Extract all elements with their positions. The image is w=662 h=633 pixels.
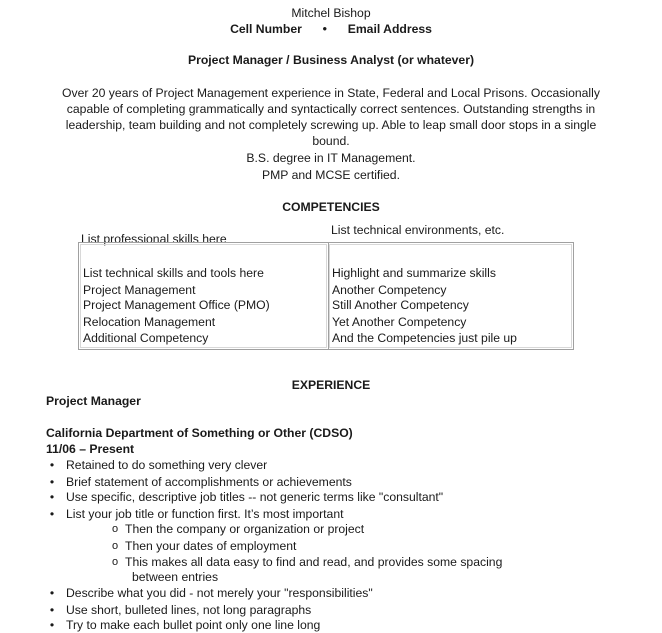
right-item: And the Competencies just pile up [332,331,517,345]
summary-line-2: capable of completing grammatically and syntactically correct sentences. Outstanding strengths in [66,102,596,116]
resume-name: Mitchel Bishop [291,6,371,20]
left-item: List technical skills and tools here [83,266,264,280]
contact-line [0,21,662,37]
competencies-left-cell [80,244,327,348]
left-item: Additional Competency [83,331,209,345]
bullet-icon: • [49,507,55,521]
right-item: Highlight and summarize skills [332,266,496,280]
right-caption: List technical environments, etc. [331,223,505,237]
bullet-icon: • [49,586,55,600]
sub-bullet-icon: o [111,556,119,568]
company-name: California Department of Something or Other (CDSO) [46,426,353,440]
bullet-icon: • [49,475,55,489]
resume-title: Project Manager / Business Analyst (or whatever) [187,53,475,67]
degree-line: B.S. degree in IT Management. [246,151,416,165]
right-item: Yet Another Competency [332,315,467,329]
bullet-icon: • [49,490,55,504]
email-address: Email Address [347,22,432,36]
left-item: Project Management [83,283,196,297]
sub-bullet-icon: o [111,540,119,552]
competencies-heading: COMPETENCIES [282,200,380,214]
summary-line-1: Over 20 years of Project Management experience in State, Federal and Local Prisons. Occasionally [62,86,600,100]
bullet-icon: • [49,458,55,472]
summary-line-4: bound. [312,134,350,148]
experience-heading: EXPERIENCE [291,378,371,392]
competencies-right-cell [329,244,572,348]
bullet-icon: • [49,618,55,632]
cell-number: Cell Number [230,22,302,36]
right-item: Still Another Competency [332,298,469,312]
summary-line-3: leadership, team building and not completely screwing up. Able to leap small door stops in a single [65,118,597,132]
competencies-table [78,242,574,350]
left-caption: List professional skills here [81,232,227,246]
sub-bullet-icon: o [111,523,119,535]
employment-dates: 11/06 – Present [46,442,135,456]
left-item: Relocation Management [83,315,216,329]
certifications-line: PMP and MCSE certified. [262,168,400,182]
bullet-icon: • [49,603,55,617]
left-item: Project Management Office (PMO) [83,298,270,312]
job-title: Project Manager [46,394,141,408]
contact-separator: • [322,22,327,36]
right-item: Another Competency [332,283,447,297]
